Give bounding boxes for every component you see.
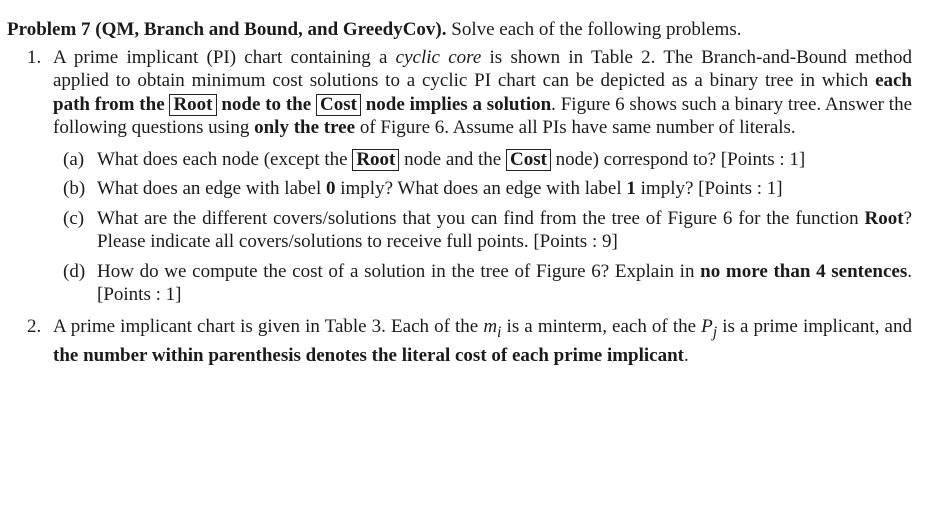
item-number: 2. — [27, 315, 42, 337]
item-1-text — [53, 46, 912, 140]
text-span: of Figure 6. Assume all PIs have same number of literals. — [355, 117, 796, 138]
bold-phrase: each path from the — [53, 70, 912, 115]
bold-phrase: node implies a solution — [365, 93, 552, 115]
subquestion-label: (d) — [63, 260, 86, 282]
item-2-text — [53, 315, 912, 368]
text-span: node) correspond to? [Points : 1] — [555, 148, 806, 170]
text-span: is shown in Table 2. The Branch-and-Bound method applied to obtain minimum cost solutions to a cyclic PI chart can be depicted as a binary tree in which — [53, 46, 912, 91]
math-letter: P — [701, 315, 713, 337]
text-span: What does each node (except the — [97, 148, 348, 170]
prime-implicant-symbol — [701, 315, 718, 341]
math-subscript: j — [712, 323, 718, 341]
subquestion-label: (a) — [63, 148, 85, 170]
math-letter: m — [483, 315, 498, 337]
text-span: is a prime implicant, and — [717, 315, 912, 337]
bold-phrase: Root — [864, 207, 904, 229]
subquestion-c — [53, 207, 912, 254]
root-node-box: Root — [352, 149, 399, 171]
text-span: . Figure 6 shows such a binary tree. Answer the following questions using — [53, 93, 913, 138]
minterm-symbol — [483, 315, 502, 341]
cost-node-box: Cost — [316, 94, 361, 116]
math-subscript: i — [497, 323, 502, 341]
problem-list — [7, 46, 912, 368]
problem-item-1 — [7, 46, 912, 307]
text-span: ? Please indicate all covers/solutions to receive full points. [Points : 9] — [97, 207, 912, 252]
text-span: What are the different covers/solutions that you can find from the tree of Figure 6 for the function — [97, 207, 865, 229]
bold-phrase: the number within parenthesis denotes the literal cost of each prime implicant — [53, 344, 685, 366]
problem-document — [7, 18, 912, 375]
italic-term: cyclic core — [395, 46, 482, 68]
bold-phrase: node to the — [221, 93, 312, 115]
problem-heading — [7, 18, 912, 42]
subquestion-a — [53, 148, 912, 172]
text-span: What does an edge with label — [97, 178, 326, 199]
subquestion-label: (b) — [63, 178, 86, 199]
bold-phrase: 0 — [325, 178, 336, 199]
problem-title: Problem 7 (QM, Branch and Bound, and GreedyCov). — [7, 19, 447, 40]
text-span: imply? What does an edge with label — [335, 178, 627, 199]
text-span: . [Points : 1] — [97, 260, 912, 305]
text-span: imply? [Points : 1] — [635, 178, 783, 199]
cost-node-box: Cost — [506, 149, 551, 171]
root-node-box: Root — [169, 94, 216, 116]
subquestion-list — [53, 148, 912, 307]
text-span: . — [684, 344, 689, 366]
text-span: is a minterm, each of the — [501, 315, 702, 337]
problem-item-2 — [7, 315, 912, 368]
text-span: A prime implicant chart is given in Table 3. Each of the — [53, 315, 484, 337]
subquestion-b — [53, 177, 912, 201]
text-span: node and the — [404, 148, 502, 170]
subquestion-d — [53, 260, 912, 307]
item-number: 1. — [27, 46, 42, 68]
text-span: How do we compute the cost of a solution in the tree of Figure 6? Explain in — [97, 260, 701, 282]
bold-phrase: no more than 4 sentences — [700, 260, 908, 282]
subquestion-label: (c) — [63, 207, 85, 229]
text-span: A prime implicant (PI) chart containing a — [53, 46, 396, 68]
bold-phrase: only the tree — [254, 117, 356, 138]
bold-phrase: 1 — [626, 178, 636, 199]
problem-instruction: Solve each of the following problems. — [451, 19, 742, 40]
